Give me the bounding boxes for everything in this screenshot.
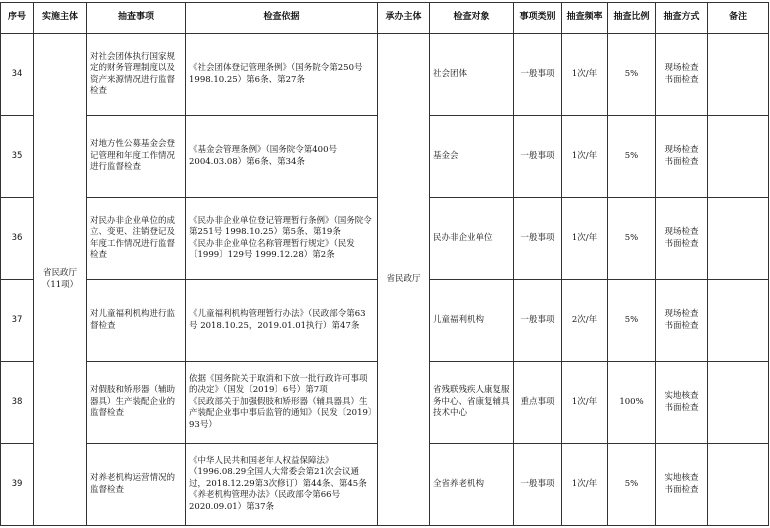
inspection-table (0, 2, 769, 526)
check-method-line: 现场检查 (664, 63, 699, 73)
check-ratio: 5% (608, 34, 656, 116)
check-method-line: 现场检查 (664, 309, 699, 319)
check-method (656, 444, 708, 526)
header-item: 抽查事项 (87, 3, 186, 34)
check-method (656, 280, 708, 362)
check-basis-line: 《社会团体登记管理条例》（国务院令第250号 1998.10.25）第6条、第27条 (189, 63, 363, 85)
check-basis (186, 280, 378, 362)
check-method (656, 198, 708, 280)
check-item: 对社会团体执行国家规定的财务管理制度以及资产来源情况进行监督检查 (87, 34, 186, 116)
header-frequency: 抽查频率 (562, 3, 608, 34)
row-number: 39 (1, 444, 34, 526)
header-row (1, 3, 769, 34)
header-target: 检查对象 (430, 3, 514, 34)
check-basis-line: 依据《国务院关于取消和下放一批行政许可事项的决定》（国发〔2019〕6号）第7项 (189, 373, 368, 396)
check-item: 对假肢和矫形器（辅助器具）生产装配企业的监督检查 (87, 362, 186, 444)
check-frequency: 1次/年 (562, 34, 608, 116)
check-method-line: 书面检查 (664, 238, 699, 249)
row-number: 36 (1, 198, 34, 280)
check-remark (708, 34, 769, 116)
check-basis-line: 《基金会管理条例》（国务院令第400号 2004.03.08）第6条、第34条 (189, 145, 337, 167)
check-basis (186, 362, 378, 444)
check-method-line: 现场检查 (664, 145, 699, 155)
header-ratio: 抽查比例 (608, 3, 656, 34)
check-method-line: 书面检查 (664, 402, 699, 413)
check-basis-line: 《民政部关于加强假肢和矫形器（辅具器具）生产装配企业事中事后监管的通知》（民发〔2019〕93号） (189, 396, 373, 430)
row-number: 35 (1, 116, 34, 198)
row-number: 34 (1, 34, 34, 116)
check-target: 基金会 (430, 116, 514, 198)
check-basis (186, 116, 378, 198)
table-row (1, 34, 769, 116)
header-undertaker: 承办主体 (378, 3, 430, 34)
check-ratio: 100% (608, 362, 656, 444)
check-basis-line: 《养老机构管理办法》（民政部令第66号 2020.09.01）第37条 (189, 490, 341, 512)
check-method (656, 116, 708, 198)
check-ratio: 5% (608, 280, 656, 362)
header-category: 事项类别 (514, 3, 562, 34)
check-remark (708, 198, 769, 280)
undertaker-cell: 省民政厅 (378, 34, 430, 526)
check-basis-line: 《儿童福利机构管理暂行办法》（民政部令第63号 2018.10.25，2019.01.01执行）第47条 (189, 309, 366, 331)
check-basis-line: 《中华人民共和国老年人权益保障法》（1996.08.29全国人大常委会第21次会议通过，2018.12.29第3次修订）第44条、第45条 (189, 455, 367, 489)
check-basis (186, 198, 378, 280)
check-basis (186, 444, 378, 526)
check-category: 一般事项 (514, 198, 562, 280)
check-basis-line: 《民办非企业单位名称管理暂行规定》（民发〔1999〕129号 1999.12.28）第2条 (189, 238, 355, 260)
check-basis (186, 34, 378, 116)
check-method-line: 实地核查 (664, 473, 699, 483)
check-frequency: 1次/年 (562, 444, 608, 526)
check-remark (708, 116, 769, 198)
header-method: 抽查方式 (656, 3, 708, 34)
check-item: 对儿童福利机构进行监督检查 (87, 280, 186, 362)
check-item: 对民办非企业单位的成立、变更、注销登记及年度工作情况进行监督检查 (87, 198, 186, 280)
check-remark (708, 280, 769, 362)
check-category: 一般事项 (514, 116, 562, 198)
check-remark (708, 444, 769, 526)
check-ratio: 5% (608, 116, 656, 198)
check-method-line: 书面检查 (664, 74, 699, 85)
check-ratio: 5% (608, 444, 656, 526)
check-method (656, 34, 708, 116)
check-frequency: 2次/年 (562, 280, 608, 362)
header-basis: 检查依据 (186, 3, 378, 34)
check-category: 一般事项 (514, 280, 562, 362)
check-basis-line: 《民办非企业单位登记管理暂行条例》（国务院令第251号 1998.10.25）第5条、第19条 (189, 215, 372, 237)
check-remark (708, 362, 769, 444)
check-ratio: 5% (608, 198, 656, 280)
header-implementer: 实施主体 (34, 3, 87, 34)
check-category: 一般事项 (514, 444, 562, 526)
check-frequency: 1次/年 (562, 198, 608, 280)
header-remark: 备注 (708, 3, 769, 34)
check-method-line: 书面检查 (664, 320, 699, 331)
check-item: 对地方性公募基金会登记管理和年度工作情况进行监督检查 (87, 116, 186, 198)
check-category: 重点事项 (514, 362, 562, 444)
row-number: 37 (1, 280, 34, 362)
check-category: 一般事项 (514, 34, 562, 116)
check-frequency: 1次/年 (562, 362, 608, 444)
check-target: 全省养老机构 (430, 444, 514, 526)
check-method-line: 书面检查 (664, 156, 699, 167)
check-method-line: 书面检查 (664, 484, 699, 495)
row-number: 38 (1, 362, 34, 444)
check-frequency: 1次/年 (562, 116, 608, 198)
check-target: 儿童福利机构 (430, 280, 514, 362)
implementer-cell: 省民政厅 （11项） (34, 34, 87, 526)
check-method-line: 现场检查 (664, 227, 699, 237)
check-target: 社会团体 (430, 34, 514, 116)
check-target: 省残联残疾人康复服务中心、省康复辅具技术中心 (430, 362, 514, 444)
header-no: 序号 (1, 3, 34, 34)
check-method (656, 362, 708, 444)
check-item: 对养老机构运营情况的监督检查 (87, 444, 186, 526)
check-method-line: 实地核查 (664, 391, 699, 401)
check-target: 民办非企业单位 (430, 198, 514, 280)
